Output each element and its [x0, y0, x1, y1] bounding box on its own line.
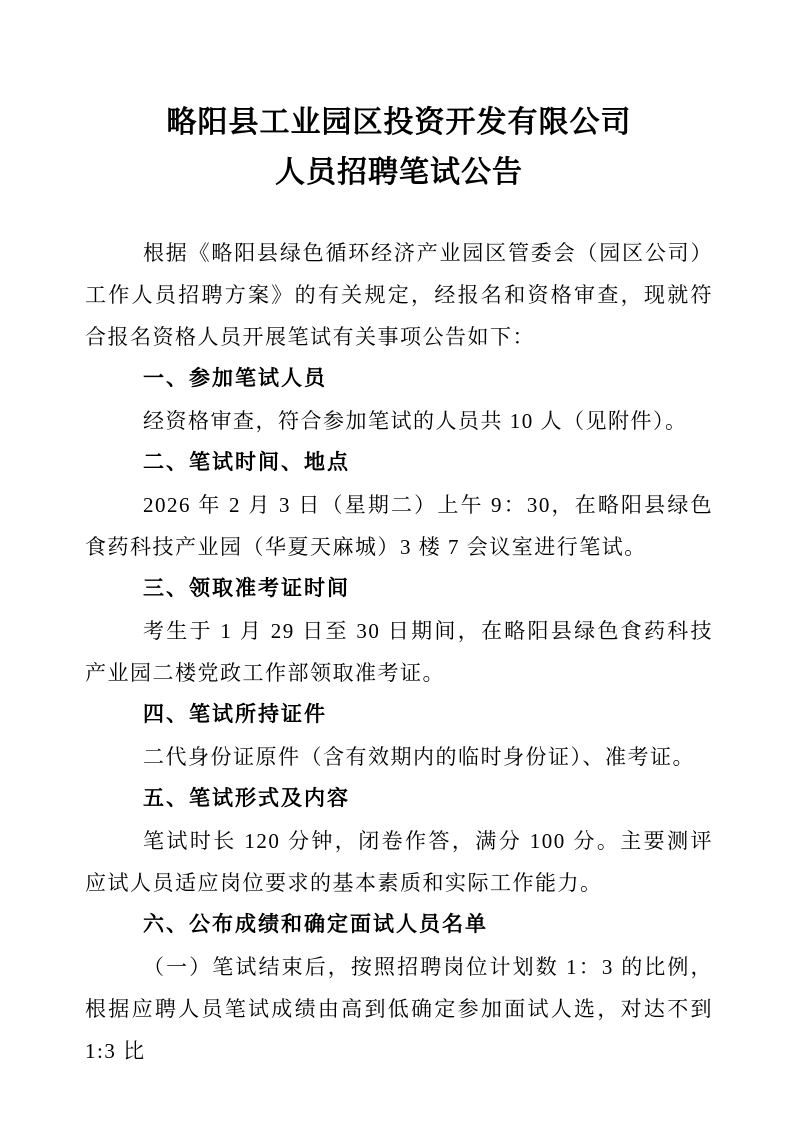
section-5-paragraph: 笔试时长 120 分钟，闭卷作答，满分 100 分。主要测评应试人员适应岗位要求的基本素质和实际工作能力。 [85, 829, 713, 895]
section-4-heading: 四、笔试所持证件 [143, 703, 327, 726]
section-2-heading: 二、笔试时间、地点 [143, 451, 350, 474]
section-1-paragraph: 经资格审查，符合参加笔试的人员共 10 人（见附件）。 [143, 409, 688, 433]
intro-paragraph: 根据《略阳县绿色循环经济产业园区管委会（园区公司）工作人员招聘方案》的有关规定，经报名和资格审查，现就符合报名资格人员开展笔试有关事项公告如下： [85, 241, 713, 349]
section-4-paragraph: 二代身份证原件（含有效期内的临时身份证）、准考证。 [143, 745, 695, 769]
section-5-heading: 五、笔试形式及内容 [143, 787, 350, 810]
section-2-paragraph: 2026 年 2 月 3 日（星期二）上午 9：30，在略阳县绿色食药科技产业园（华夏天麻城）3 楼 7 会议室进行笔试。 [85, 493, 713, 559]
document-title-line-1: 略阳县工业园区投资开发有限公司 [166, 106, 632, 139]
section-1-heading: 一、参加笔试人员 [143, 367, 327, 390]
section-3-paragraph: 考生于 1 月 29 日至 30 日期间，在略阳县绿色食药科技产业园二楼党政工作部领取准考证。 [85, 619, 713, 685]
section-3-heading: 三、领取准考证时间 [143, 577, 350, 600]
document-body [85, 98, 713, 1122]
section-6-heading: 六、公布成绩和确定面试人员名单 [143, 913, 488, 936]
document-title-line-2: 人员招聘笔试公告 [275, 156, 523, 189]
section-6-paragraph: （一）笔试结束后，按照招聘岗位计划数 1：3 的比例，根据应聘人员笔试成绩由高到低确定参加面试人选，对达不到 1:3 比 [85, 955, 713, 1063]
